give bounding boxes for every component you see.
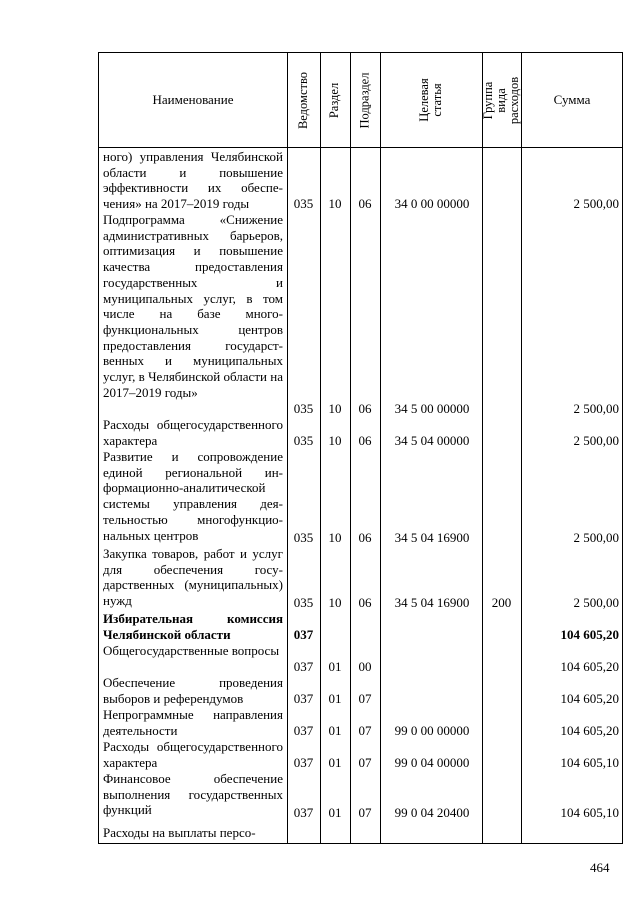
table-row [99,149,624,212]
row-name: Подпрограмма «Снижение административных барьеров, оптимизация и повышение качества предоставления государственных и муниципальных услуг, в том числе на базе многофункциональных центров предоставления государственных и муниципальных услуг, в Челябинской области на 2017–2019 годы» [103,212,283,400]
cell-razdel: 01 [328,659,342,674]
cell-celevaya: 34 0 00 00000 [394,196,470,211]
cell-summa: 2 500,00 [573,433,619,448]
cell-ved: 035 [293,530,314,545]
table-row [99,417,624,449]
cell-gruppa: 200 [491,595,512,610]
header-podrazdel-label: Подраздел [357,72,372,128]
cell-ved: 037 [293,723,314,738]
header-summa: Сумма [553,92,591,107]
cell-razdel: 01 [328,755,342,770]
cell-razdel: 01 [328,691,342,706]
cell-podrazdel: 07 [358,805,372,820]
cell-razdel: 10 [328,196,342,211]
cell-celevaya: 34 5 04 00000 [394,433,470,448]
row-name: Расходы общегосударственного характера [103,739,283,770]
cell-ved: 035 [293,595,314,610]
header-podrazdel [350,53,380,147]
cell-summa: 104 605,20 [560,723,619,738]
cell-celevaya: 99 0 04 00000 [394,755,470,770]
budget-table [98,52,623,844]
cell-razdel: 10 [328,595,342,610]
cell-podrazdel: 06 [358,530,372,545]
row-name: Закупка товаров, работ и услуг для обеспечения государственных (муниципальных) нужд [103,546,283,609]
header-razdel-label: Раздел [327,82,342,118]
cell-ved: 037 [293,805,314,820]
row-name: Общегосударственные вопросы [103,643,280,658]
header-ved-label: Ведомство [296,71,310,129]
cell-podrazdel: 06 [358,433,372,448]
cell-ved: 035 [293,401,314,416]
table-row [99,546,624,611]
cell-podrazdel: 07 [358,723,372,738]
row-name: ного) управления Челябинской области и повышение эффективности их обеспечения» на 2017–2019 годы [103,149,283,212]
cell-podrazdel: 06 [358,401,372,416]
cell-summa: 2 500,00 [573,196,619,211]
cell-razdel: 10 [328,530,342,545]
page-number: 464 [590,860,610,875]
cell-ved: 037 [293,755,314,770]
cell-podrazdel: 07 [358,691,372,706]
cell-summa: 104 605,10 [560,805,619,820]
header-celevaya [380,53,482,147]
cell-celevaya: 99 0 00 00000 [394,723,470,738]
cell-podrazdel: 06 [358,196,372,211]
table-row [99,449,624,546]
table-row [99,643,624,675]
row-name: Обеспечение проведения выборов и референдумов [103,675,283,706]
row-name: Непрограммные направления деятельности [103,707,283,738]
header-celevaya-label: Целевая статья [417,78,444,122]
cell-ved: 037 [293,627,314,642]
cell-ved: 035 [293,433,314,448]
header-gruppa [482,53,521,147]
header-divider [99,147,622,148]
cell-podrazdel: 06 [358,595,372,610]
table-row [99,675,624,707]
cell-celevaya: 99 0 04 20400 [394,805,470,820]
cell-razdel: 01 [328,723,342,738]
row-name: Расходы на выплаты персо- [103,825,256,840]
table-row [99,611,624,643]
table-row [99,739,624,771]
header-ved [287,53,320,147]
row-name: Развитие и сопровождение единой региональной информационно-аналитической системы управления деятельностью многофункциональных центров [103,449,283,543]
cell-podrazdel: 00 [358,659,372,674]
cell-ved: 037 [293,659,314,674]
cell-razdel: 01 [328,805,342,820]
cell-summa: 2 500,00 [573,595,619,610]
cell-celevaya: 34 5 04 16900 [394,595,470,610]
table-row [99,212,624,417]
row-name: Расходы общегосударственного характера [103,417,283,448]
cell-ved: 037 [293,691,314,706]
header-razdel [320,53,350,147]
cell-celevaya: 34 5 04 16900 [394,530,470,545]
cell-summa: 104 605,10 [560,755,619,770]
cell-podrazdel: 07 [358,755,372,770]
row-name: Избирательная комиссия Челябинской области [103,611,283,642]
cell-razdel: 10 [328,401,342,416]
cell-ved: 035 [293,196,314,211]
cell-celevaya: 34 5 00 00000 [394,401,470,416]
cell-summa: 104 605,20 [560,691,619,706]
cell-razdel: 10 [328,433,342,448]
cell-summa: 104 605,20 [560,659,619,674]
table-row [99,771,624,821]
header-name: Наименование [152,92,234,107]
cell-summa: 104 605,20 [560,627,619,642]
table-row [99,825,624,843]
cell-summa: 2 500,00 [573,401,619,416]
header-gruppa-label: Группа вида расходов [481,76,522,124]
row-name: Финансовое обеспечение выполнения государственных функций [103,771,283,818]
cell-summa: 2 500,00 [573,530,619,545]
table-row [99,707,624,739]
